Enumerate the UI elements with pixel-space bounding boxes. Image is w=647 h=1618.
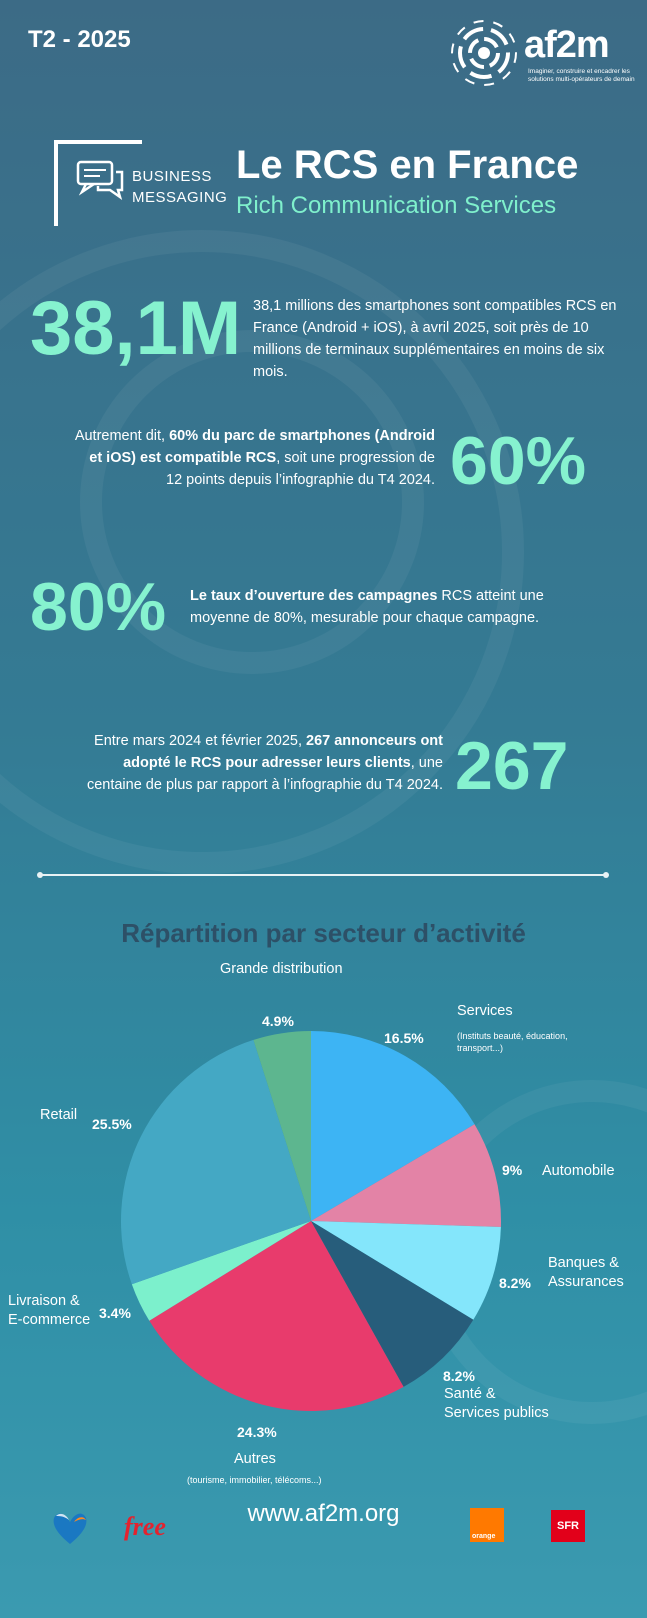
logo-name: af2m	[524, 24, 609, 66]
chat-bubbles-icon	[76, 160, 124, 200]
page-subtitle: Rich Communication Services	[236, 192, 557, 219]
badge-line: BUSINESS	[132, 168, 212, 185]
logo-tagline: Imaginer, construire et encadrer les solutions multi-opérateurs de demain	[528, 68, 635, 83]
stat-description: 38,1 millions des smartphones sont compatibles RCS en France (Android + iOS), à avril 2025, soit près de 10 millions de terminaux supplémentaires en moins de six mois.	[253, 298, 617, 380]
stat-text-bold: Le taux d’ouverture des campagnes	[190, 588, 438, 604]
slice-label: Autres	[234, 1451, 276, 1467]
slice-percent-label: 8.2%	[443, 1368, 475, 1384]
slice-label: Retail	[40, 1107, 78, 1123]
slice-label: Services	[457, 1003, 513, 1019]
stat-value: 267	[455, 728, 569, 804]
website-url: www.af2m.org	[247, 1500, 400, 1527]
slice-label: Livraison & E-commerce	[8, 1293, 91, 1328]
period-label: T2 - 2025	[28, 26, 131, 53]
business-messaging-badge	[132, 166, 227, 208]
stat-value: 80%	[30, 569, 167, 645]
stat-text: Entre mars 2024 et février 2025,	[94, 733, 307, 749]
slice-label: Grande distribution	[220, 961, 343, 977]
slice-percent-label: 3.4%	[99, 1305, 131, 1321]
stat-text-bold: 267 annonceurs ont adopté le RCS pour adresser leurs clients	[123, 733, 443, 771]
section-divider	[40, 874, 606, 876]
stat-text: , soit une progression de 12 points depuis l’infographie du T4 2024.	[166, 450, 435, 488]
sfr-logo: SFR	[551, 1510, 585, 1542]
stat-description	[70, 730, 443, 796]
slice-label: Santé & Services publics	[444, 1386, 549, 1421]
chart-title: Répartition par secteur d’activité	[121, 918, 526, 948]
slice-sublabel: (tourisme, immobilier, télécoms...)	[187, 1475, 322, 1485]
slice-label: Automobile	[542, 1163, 615, 1179]
slice-label: Banques & Assurances	[548, 1255, 624, 1290]
orange-logo	[470, 1508, 504, 1542]
af2m-logo-icon	[450, 18, 520, 88]
stat-text: Autrement dit,	[74, 428, 170, 444]
slice-percent-label: 4.9%	[262, 1013, 294, 1029]
stat-value: 38,1M	[30, 286, 242, 371]
stat-text: RCS atteint une moyenne de 80%, mesurable pour chaque campagne.	[190, 588, 544, 626]
free-logo: free	[124, 1512, 166, 1541]
orange-logo-text: orange	[472, 1533, 496, 1540]
page-title: Le RCS en France	[236, 143, 579, 187]
pie-chart	[0, 950, 647, 1470]
stat-description	[70, 425, 435, 491]
stat-text: , une centaine de plus par rapport à l’infographie du T4 2024.	[86, 755, 443, 793]
slice-percent-label: 8.2%	[499, 1275, 531, 1291]
badge-line: MESSAGING	[132, 189, 228, 206]
slice-percent-label: 25.5%	[92, 1116, 132, 1132]
slice-sublabel: (Instituts beauté, éducation, transport...)	[457, 1031, 568, 1053]
stat-text-bold: 60% du parc de smartphones (Android et iOS) est compatible RCS	[89, 428, 435, 466]
slice-percent-label: 24.3%	[237, 1424, 277, 1440]
stat-value: 60%	[450, 423, 587, 499]
slice-percent-label: 16.5%	[384, 1030, 424, 1046]
slice-percent-label: 9%	[502, 1162, 523, 1178]
stat-description	[190, 585, 570, 629]
